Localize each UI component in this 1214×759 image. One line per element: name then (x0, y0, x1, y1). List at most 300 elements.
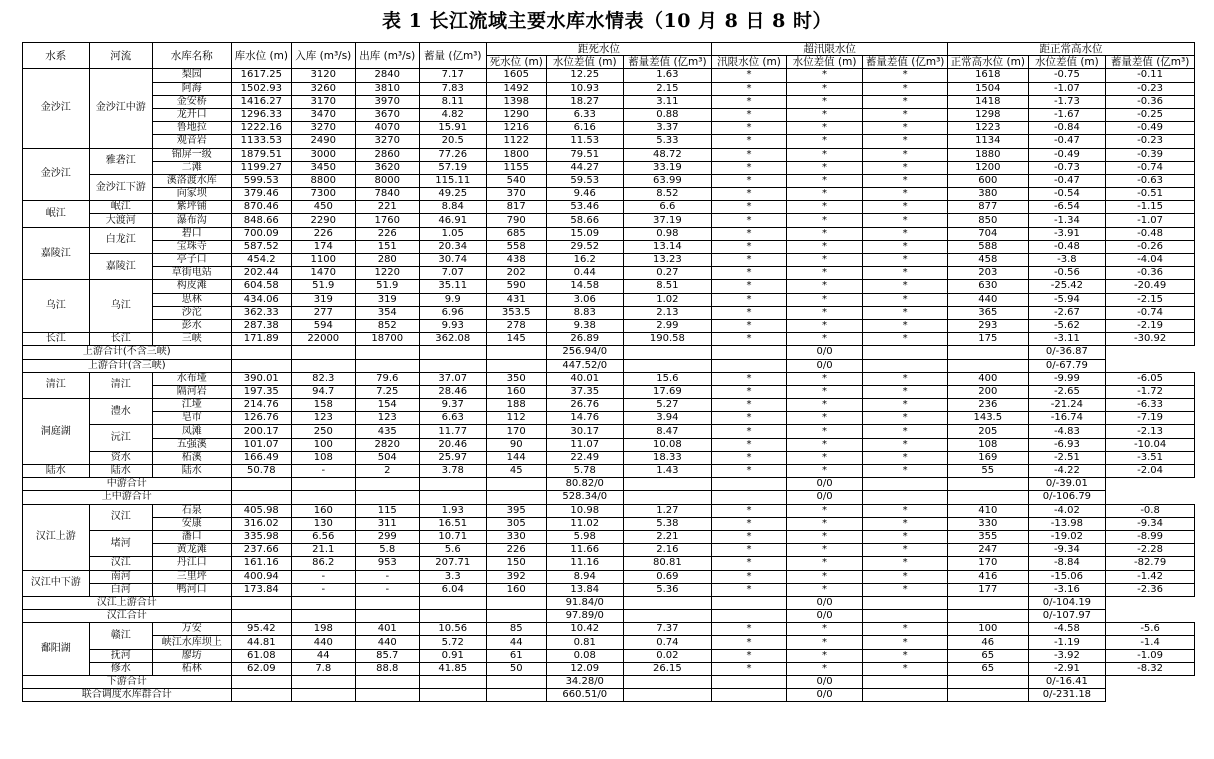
normal-level-diff: -0.54 (1028, 188, 1106, 201)
dead-storage-diff: 5.27 (623, 399, 712, 412)
flood-storage-diff: * (863, 372, 948, 385)
empty-cell (292, 478, 355, 491)
inflow: 277 (292, 306, 355, 319)
empty-cell (486, 346, 546, 359)
normal-level-diff: -1.73 (1028, 95, 1106, 108)
normal-level: 236 (947, 399, 1028, 412)
water-level: 390.01 (231, 372, 291, 385)
empty-cell (292, 359, 355, 372)
flood-level-diff: * (786, 544, 863, 557)
water-system-cell: 金沙江 (23, 69, 90, 148)
flood-storage-diff: * (863, 161, 948, 174)
flood-level: * (712, 649, 787, 662)
normal-storage-diff: -2.19 (1106, 319, 1195, 332)
empty-cell (420, 359, 487, 372)
flood-storage-diff: * (863, 438, 948, 451)
water-level: 287.38 (231, 319, 291, 332)
empty-cell (623, 491, 712, 504)
dead-level: 305 (486, 517, 546, 530)
empty-cell (292, 676, 355, 689)
dead-level-diff: 11.16 (546, 557, 623, 570)
reservoir-name: 二滩 (152, 161, 231, 174)
outflow: 5.8 (355, 544, 419, 557)
normal-level: 170 (947, 557, 1028, 570)
normal-level: 850 (947, 214, 1028, 227)
outflow: 8000 (355, 174, 419, 187)
flood-storage-diff: * (863, 108, 948, 121)
reservoir-table (22, 42, 1195, 702)
dead-level-diff: 13.84 (546, 583, 623, 596)
outflow: 2 (355, 465, 419, 478)
river-cell: 赣江 (89, 623, 152, 649)
empty-cell (623, 359, 712, 372)
water-level: 200.17 (231, 425, 291, 438)
reservoir-name: 皂市 (152, 412, 231, 425)
dead-level-diff: 40.01 (546, 372, 623, 385)
normal-level: 293 (947, 319, 1028, 332)
dead-storage-diff: 1.43 (623, 465, 712, 478)
subtotal-flood-storage-diff: 0/0 (786, 676, 863, 689)
normal-level-diff: -9.34 (1028, 544, 1106, 557)
flood-storage-diff: * (863, 465, 948, 478)
col-outflow: 出库 (m³/s) (355, 43, 419, 69)
water-system-cell: 长江 (23, 333, 90, 346)
subtotal-dead-storage-diff: 256.94/0 (546, 346, 623, 359)
reservoir-name: 江垭 (152, 399, 231, 412)
water-level: 166.49 (231, 451, 291, 464)
dead-level: 1122 (486, 135, 546, 148)
normal-storage-diff: -2.13 (1106, 425, 1195, 438)
inflow: 108 (292, 451, 355, 464)
empty-cell (863, 596, 948, 609)
subtotal-row (23, 610, 1195, 623)
dead-level-diff: 0.81 (546, 636, 623, 649)
water-level: 1296.33 (231, 108, 291, 121)
flood-level: * (712, 148, 787, 161)
subtotal-flood-storage-diff: 0/0 (786, 491, 863, 504)
normal-level-diff: -2.65 (1028, 385, 1106, 398)
reservoir-name: 溪洛渡水库 (152, 174, 231, 187)
dead-level: 112 (486, 412, 546, 425)
col-water-level: 库水位 (m) (231, 43, 291, 69)
flood-level-diff: * (786, 174, 863, 187)
flood-level: * (712, 333, 787, 346)
subtotal-label: 中游合计 (23, 478, 232, 491)
water-level: 95.42 (231, 623, 291, 636)
normal-level-diff: -2.91 (1028, 662, 1106, 675)
water-system-cell: 嘉陵江 (23, 227, 90, 280)
empty-cell (623, 689, 712, 702)
normal-level-diff: -25.42 (1028, 280, 1106, 293)
dead-level-diff: 8.94 (546, 570, 623, 583)
dead-storage-diff: 0.27 (623, 267, 712, 280)
dead-level-diff: 37.35 (546, 385, 623, 398)
storage: 6.04 (420, 583, 487, 596)
empty-cell (231, 689, 291, 702)
flood-storage-diff: * (863, 82, 948, 95)
dead-level-diff: 10.42 (546, 623, 623, 636)
dead-level: 226 (486, 544, 546, 557)
table-row (23, 188, 1195, 201)
dead-level: 1605 (486, 69, 546, 82)
dead-storage-diff: 5.38 (623, 517, 712, 530)
empty-cell (623, 346, 712, 359)
flood-level-diff: * (786, 254, 863, 267)
empty-cell (712, 689, 787, 702)
dead-storage-diff: 5.33 (623, 135, 712, 148)
flood-level-diff: * (786, 649, 863, 662)
empty-cell (712, 676, 787, 689)
inflow: 319 (292, 293, 355, 306)
outflow: 226 (355, 227, 419, 240)
subtotal-normal-storage-diff: 0/-106.79 (1028, 491, 1106, 504)
storage: 77.26 (420, 148, 487, 161)
flood-level-diff: * (786, 372, 863, 385)
table-row (23, 174, 1195, 187)
normal-storage-diff: -2.28 (1106, 544, 1195, 557)
normal-level-diff: -16.74 (1028, 412, 1106, 425)
dead-storage-diff: 8.52 (623, 188, 712, 201)
col-system: 水系 (23, 43, 90, 69)
water-level: 1502.93 (231, 82, 291, 95)
empty-cell (355, 491, 419, 504)
table-row (23, 583, 1195, 596)
reservoir-name: 锦屏一级 (152, 148, 231, 161)
empty-cell (486, 491, 546, 504)
subtotal-normal-storage-diff: 0/-39.01 (1028, 478, 1106, 491)
outflow: 123 (355, 412, 419, 425)
dead-level: 145 (486, 333, 546, 346)
dead-level: 144 (486, 451, 546, 464)
table-row (23, 293, 1195, 306)
dead-level-diff: 5.78 (546, 465, 623, 478)
inflow: 226 (292, 227, 355, 240)
flood-level-diff: * (786, 662, 863, 675)
storage: 0.91 (420, 649, 487, 662)
storage: 25.97 (420, 451, 487, 464)
flood-level: * (712, 240, 787, 253)
table-row (23, 570, 1195, 583)
dead-level: 350 (486, 372, 546, 385)
reservoir-name: 碧口 (152, 227, 231, 240)
flood-storage-diff: * (863, 583, 948, 596)
flood-level-diff: * (786, 201, 863, 214)
dead-level: 90 (486, 438, 546, 451)
dead-storage-diff: 190.58 (623, 333, 712, 346)
inflow: 8800 (292, 174, 355, 187)
subtotal-flood-storage-diff: 0/0 (786, 689, 863, 702)
flood-level-diff: * (786, 69, 863, 82)
empty-cell (420, 689, 487, 702)
flood-storage-diff: * (863, 280, 948, 293)
subheader-cell: 蓄量差值 (亿m³) (863, 56, 948, 69)
empty-cell (947, 596, 1028, 609)
dead-level-diff: 26.89 (546, 333, 623, 346)
normal-storage-diff: -1.42 (1106, 570, 1195, 583)
empty-cell (863, 478, 948, 491)
dead-level: 540 (486, 174, 546, 187)
normal-level: 600 (947, 174, 1028, 187)
reservoir-name: 水布垭 (152, 372, 231, 385)
normal-level-diff: -2.67 (1028, 306, 1106, 319)
normal-level: 108 (947, 438, 1028, 451)
table-row (23, 95, 1195, 108)
empty-cell (712, 359, 787, 372)
reservoir-name: 沙沱 (152, 306, 231, 319)
subtotal-dead-storage-diff: 528.34/0 (546, 491, 623, 504)
river-cell: 乌江 (89, 280, 152, 333)
normal-storage-diff: -7.19 (1106, 412, 1195, 425)
flood-level: * (712, 425, 787, 438)
reservoir-name: 峡江水库坝上 (152, 636, 231, 649)
water-level: 454.2 (231, 254, 291, 267)
storage: 207.71 (420, 557, 487, 570)
river-cell: 金沙江下游 (89, 174, 152, 200)
inflow: 450 (292, 201, 355, 214)
flood-storage-diff: * (863, 517, 948, 530)
normal-storage-diff: -0.63 (1106, 174, 1195, 187)
subheader-cell: 水位差值 (m) (1028, 56, 1106, 69)
empty-cell (623, 478, 712, 491)
table-row (23, 267, 1195, 280)
empty-cell (486, 478, 546, 491)
flood-level-diff: * (786, 425, 863, 438)
normal-level: 1200 (947, 161, 1028, 174)
reservoir-name: 三里坪 (152, 570, 231, 583)
flood-level-diff: * (786, 240, 863, 253)
dead-storage-diff: 0.74 (623, 636, 712, 649)
normal-level-diff: -3.8 (1028, 254, 1106, 267)
reservoir-name: 鲁地拉 (152, 122, 231, 135)
table-row (23, 214, 1195, 227)
dead-storage-diff: 0.98 (623, 227, 712, 240)
flood-storage-diff: * (863, 399, 948, 412)
empty-cell (231, 491, 291, 504)
empty-cell (947, 346, 1028, 359)
reservoir-name: 万安 (152, 623, 231, 636)
subtotal-row (23, 478, 1195, 491)
outflow: 79.6 (355, 372, 419, 385)
outflow: 401 (355, 623, 419, 636)
storage: 3.78 (420, 465, 487, 478)
flood-level: * (712, 438, 787, 451)
dead-level: 431 (486, 293, 546, 306)
flood-level: * (712, 280, 787, 293)
normal-level: 330 (947, 517, 1028, 530)
flood-storage-diff: * (863, 636, 948, 649)
flood-level-diff: * (786, 214, 863, 227)
flood-level: * (712, 188, 787, 201)
normal-level: 365 (947, 306, 1028, 319)
storage: 9.37 (420, 399, 487, 412)
flood-storage-diff: * (863, 385, 948, 398)
normal-level: 400 (947, 372, 1028, 385)
dead-level: 50 (486, 662, 546, 675)
inflow: 3470 (292, 108, 355, 121)
inflow: - (292, 583, 355, 596)
flood-storage-diff: * (863, 412, 948, 425)
empty-cell (486, 359, 546, 372)
table-row (23, 636, 1195, 649)
dead-level: 202 (486, 267, 546, 280)
inflow: 594 (292, 319, 355, 332)
table-row (23, 662, 1195, 675)
reservoir-name: 黄龙滩 (152, 544, 231, 557)
empty-cell (292, 346, 355, 359)
dead-level: 330 (486, 530, 546, 543)
normal-level-diff: -0.73 (1028, 161, 1106, 174)
dead-storage-diff: 18.33 (623, 451, 712, 464)
flood-storage-diff: * (863, 293, 948, 306)
normal-level-diff: -1.07 (1028, 82, 1106, 95)
normal-level: 46 (947, 636, 1028, 649)
flood-storage-diff: * (863, 530, 948, 543)
dead-storage-diff: 2.16 (623, 544, 712, 557)
empty-cell (292, 610, 355, 623)
normal-level-diff: -5.62 (1028, 319, 1106, 332)
flood-storage-diff: * (863, 570, 948, 583)
flood-level: * (712, 201, 787, 214)
empty-cell (355, 346, 419, 359)
table-row (23, 372, 1195, 385)
storage: 7.83 (420, 82, 487, 95)
normal-level-diff: -1.34 (1028, 214, 1106, 227)
table-row (23, 438, 1195, 451)
empty-cell (712, 610, 787, 623)
table-row (23, 530, 1195, 543)
water-level: 126.76 (231, 412, 291, 425)
empty-cell (863, 689, 948, 702)
subtotal-flood-storage-diff: 0/0 (786, 610, 863, 623)
flood-storage-diff: * (863, 451, 948, 464)
normal-storage-diff: -0.36 (1106, 267, 1195, 280)
flood-storage-diff: * (863, 122, 948, 135)
normal-storage-diff: -0.74 (1106, 306, 1195, 319)
empty-cell (231, 359, 291, 372)
flood-storage-diff: * (863, 135, 948, 148)
dead-level-diff: 10.93 (546, 82, 623, 95)
subtotal-label: 汉江合计 (23, 610, 232, 623)
outflow: 3970 (355, 95, 419, 108)
normal-storage-diff: -0.26 (1106, 240, 1195, 253)
normal-storage-diff: -20.49 (1106, 280, 1195, 293)
normal-level: 630 (947, 280, 1028, 293)
subtotal-normal-storage-diff: 0/-231.18 (1028, 689, 1106, 702)
inflow: 198 (292, 623, 355, 636)
outflow: 953 (355, 557, 419, 570)
empty-cell (947, 478, 1028, 491)
storage: 1.05 (420, 227, 487, 240)
inflow: 130 (292, 517, 355, 530)
flood-level-diff: * (786, 293, 863, 306)
inflow: 100 (292, 438, 355, 451)
dead-level: 61 (486, 649, 546, 662)
flood-level-diff: * (786, 399, 863, 412)
river-cell: 陆水 (89, 465, 152, 478)
flood-level: * (712, 135, 787, 148)
subtotal-normal-storage-diff: 0/-104.19 (1028, 596, 1106, 609)
storage: 10.56 (420, 623, 487, 636)
subheader-cell: 死水位 (m) (486, 56, 546, 69)
normal-storage-diff: -8.32 (1106, 662, 1195, 675)
col-river: 河流 (89, 43, 152, 69)
table-row (23, 148, 1195, 161)
empty-cell (947, 676, 1028, 689)
empty-cell (947, 689, 1028, 702)
inflow: - (292, 465, 355, 478)
normal-storage-diff: -1.15 (1106, 201, 1195, 214)
water-level: 173.84 (231, 583, 291, 596)
flood-level: * (712, 583, 787, 596)
dead-level: 170 (486, 425, 546, 438)
normal-storage-diff: -3.51 (1106, 451, 1195, 464)
normal-storage-diff: -2.15 (1106, 293, 1195, 306)
normal-level: 877 (947, 201, 1028, 214)
water-level: 335.98 (231, 530, 291, 543)
dead-storage-diff: 8.51 (623, 280, 712, 293)
empty-cell (863, 610, 948, 623)
water-level: 1879.51 (231, 148, 291, 161)
storage: 9.93 (420, 319, 487, 332)
flood-level: * (712, 504, 787, 517)
storage: 20.34 (420, 240, 487, 253)
header-row (23, 43, 1195, 56)
storage: 6.96 (420, 306, 487, 319)
reservoir-name: 阿海 (152, 82, 231, 95)
outflow: 440 (355, 636, 419, 649)
flood-level: * (712, 319, 787, 332)
water-level: 587.52 (231, 240, 291, 253)
normal-storage-diff: -1.07 (1106, 214, 1195, 227)
normal-level-diff: -2.51 (1028, 451, 1106, 464)
dead-storage-diff: 26.15 (623, 662, 712, 675)
dead-level: 160 (486, 583, 546, 596)
inflow: - (292, 570, 355, 583)
water-system-cell: 清江 (23, 372, 90, 398)
dead-storage-diff: 0.69 (623, 570, 712, 583)
flood-level-diff: * (786, 148, 863, 161)
flood-storage-diff: * (863, 240, 948, 253)
table-row (23, 623, 1195, 636)
dead-level: 395 (486, 504, 546, 517)
dead-level-diff: 12.25 (546, 69, 623, 82)
water-system-cell: 汉江上游 (23, 504, 90, 570)
flood-level: * (712, 227, 787, 240)
flood-level: * (712, 530, 787, 543)
outflow: - (355, 583, 419, 596)
flood-storage-diff: * (863, 623, 948, 636)
dead-level-diff: 5.98 (546, 530, 623, 543)
dead-storage-diff: 1.63 (623, 69, 712, 82)
empty-cell (231, 610, 291, 623)
inflow: 3170 (292, 95, 355, 108)
storage: 362.08 (420, 333, 487, 346)
dead-level: 1800 (486, 148, 546, 161)
inflow: 440 (292, 636, 355, 649)
reservoir-name: 草街电站 (152, 267, 231, 280)
water-level: 1133.53 (231, 135, 291, 148)
storage: 37.07 (420, 372, 487, 385)
normal-level: 65 (947, 662, 1028, 675)
outflow: 3670 (355, 108, 419, 121)
river-cell: 长江 (89, 333, 152, 346)
normal-level-diff: -1.19 (1028, 636, 1106, 649)
flood-level: * (712, 95, 787, 108)
dead-storage-diff: 5.36 (623, 583, 712, 596)
normal-level: 205 (947, 425, 1028, 438)
empty-cell (863, 359, 948, 372)
water-level: 197.35 (231, 385, 291, 398)
